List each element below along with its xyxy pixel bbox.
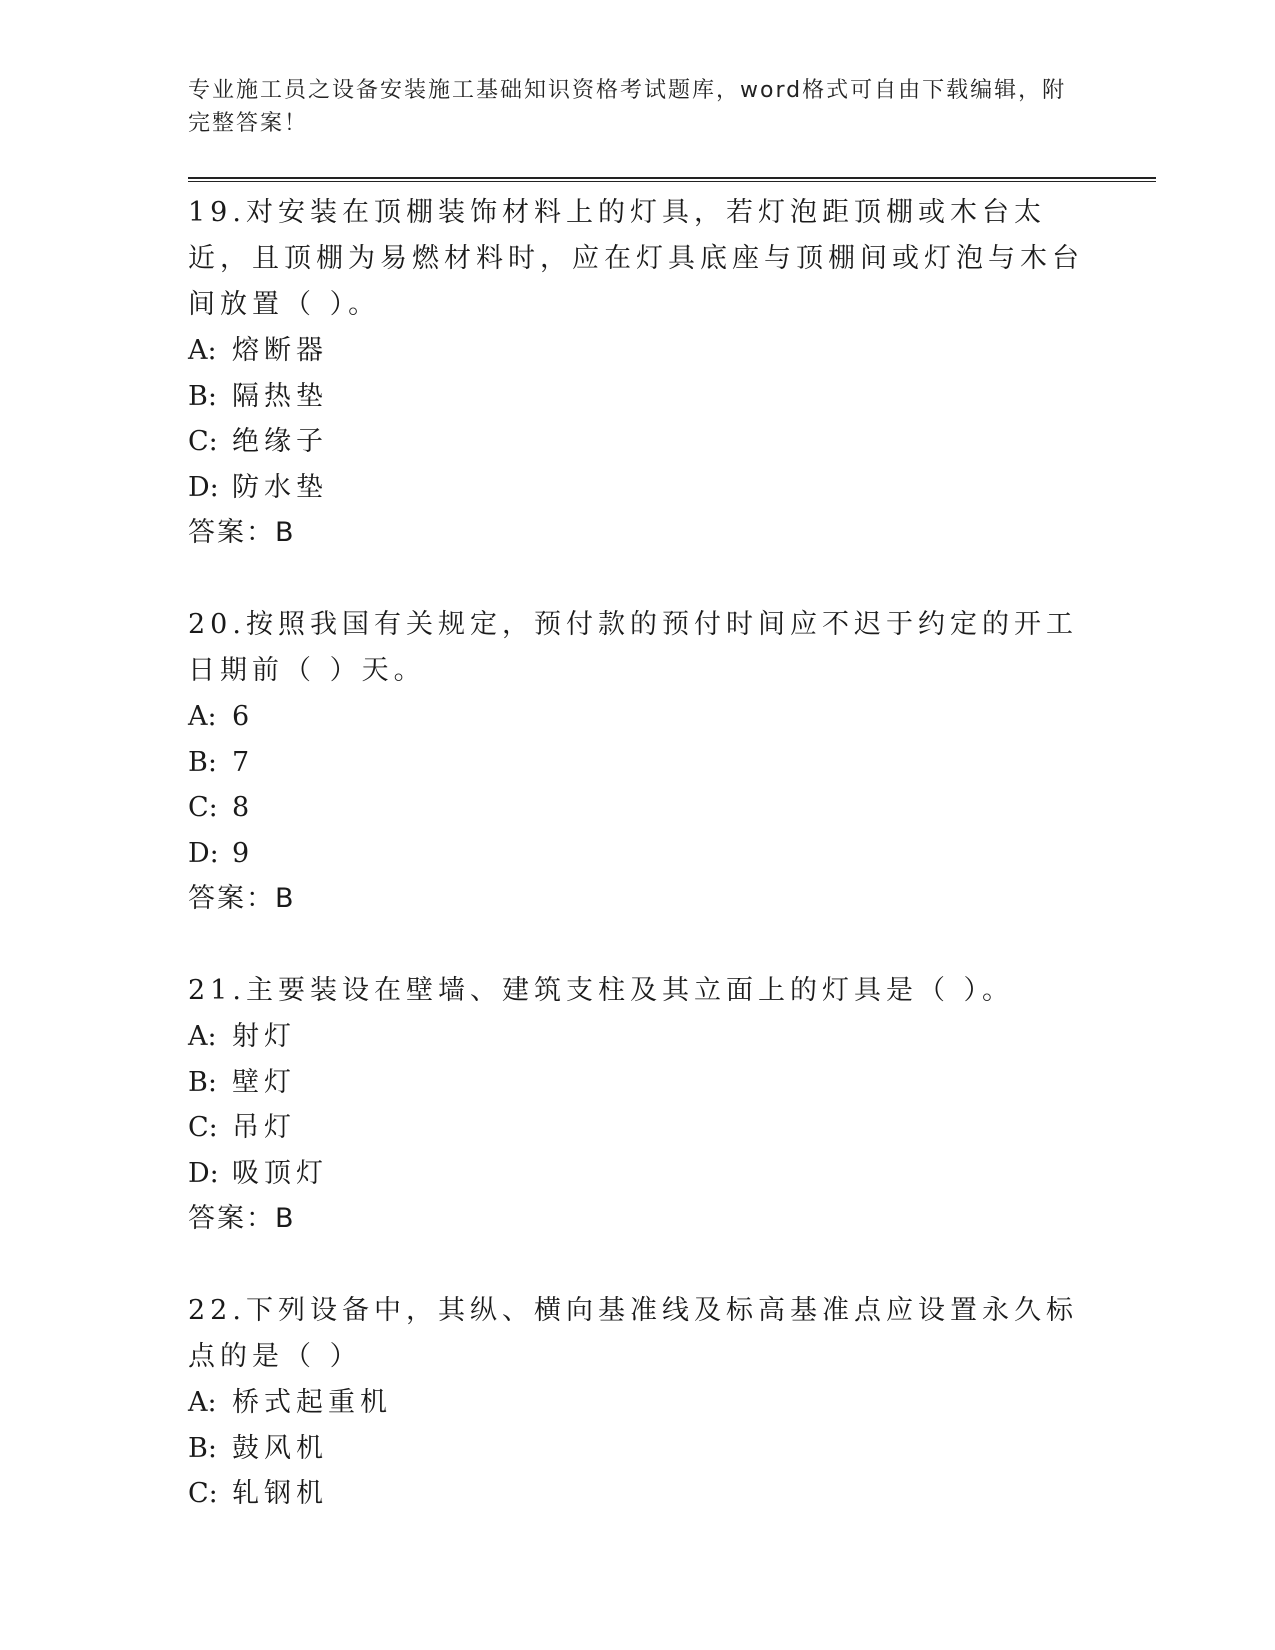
option-text: 吊灯 [232,1112,296,1143]
answer-line: 答案：B [188,883,296,914]
option-a [188,694,1088,740]
option-letter: A: [188,335,217,366]
option-letter: C: [188,1112,218,1143]
option-a [188,328,1088,374]
option-text: 隔热垫 [232,380,328,412]
question-list [188,190,1088,1563]
question-stem: 22.下列设备中，其纵、横向基准线及标高基准点应设置永久标点的是（ ） [188,1295,1078,1372]
option-letter: C: [188,792,218,823]
option-a [188,1380,1088,1426]
question-20 [188,602,1088,922]
option-text: 鼓风机 [232,1432,328,1464]
option-text: 防水垫 [232,471,328,503]
option-letter: B: [188,1066,217,1098]
option-letter: A: [188,1387,217,1418]
option-b [188,374,1088,420]
option-b [188,1060,1088,1106]
option-c [188,419,1088,465]
answer-line: 答案：B [188,517,296,548]
option-letter: D: [188,471,219,503]
option-text: 9 [232,837,255,869]
header-divider [188,177,1156,182]
option-letter: D: [188,1157,219,1189]
option-letter: B: [188,746,217,778]
question-stem: 20.按照我国有关规定，预付款的预付时间应不迟于约定的开工日期前（ ）天。 [188,609,1078,686]
option-b [188,1426,1088,1472]
option-text: 绝缘子 [232,426,328,457]
question-stem: 19.对安装在顶棚装饰材料上的灯具，若灯泡距顶棚或木台太近，且顶棚为易燃材料时，应在灯具底座与顶棚间或灯泡与木台间放置（ ）。 [188,197,1084,320]
option-d [188,465,1088,511]
option-letter: B: [188,380,217,412]
option-text: 壁灯 [232,1066,296,1098]
option-letter: C: [188,1478,218,1509]
option-a [188,1014,1088,1060]
option-text: 桥式起重机 [232,1387,392,1418]
question-21 [188,968,1088,1242]
option-text: 8 [232,792,255,823]
option-c [188,785,1088,831]
option-c [188,1471,1088,1517]
option-c [188,1105,1088,1151]
answer-line: 答案：B [188,1203,296,1234]
option-text: 射灯 [232,1021,296,1052]
question-22 [188,1288,1088,1517]
option-d [188,1151,1088,1197]
question-stem: 21.主要装设在壁墙、建筑支柱及其立面上的灯具是（ ）。 [188,975,1015,1006]
option-letter: C: [188,426,218,457]
question-19 [188,190,1088,556]
option-text: 6 [232,701,255,732]
document-header: 专业施工员之设备安装施工基础知识资格考试题库，word格式可自由下载编辑，附完整答案！ [188,78,1067,136]
option-letter: B: [188,1432,217,1464]
option-text: 轧钢机 [232,1478,328,1509]
option-d [188,831,1088,877]
option-text: 7 [232,746,255,778]
option-letter: D: [188,837,219,869]
option-b [188,740,1088,786]
option-text: 熔断器 [232,335,328,366]
option-letter: A: [188,701,217,732]
option-letter: A: [188,1021,217,1052]
option-text: 吸顶灯 [232,1157,328,1189]
